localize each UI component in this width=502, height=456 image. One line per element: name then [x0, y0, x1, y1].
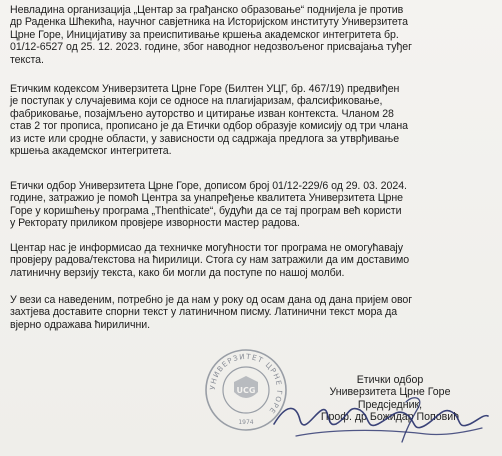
signature-name: Проф. др Божидар Поповић — [320, 411, 460, 424]
seal-year: 1974 — [238, 419, 254, 426]
seal-ring-text: УНИВЕРЗИТЕТ ЦРНЕ ГОРЕ — [207, 351, 285, 416]
paragraph-line: 01/12-6527 од 25. 12. 2023. године, због наводног недозвољеног присвајања туђег — [10, 41, 412, 54]
paragraph-line: текста. — [10, 53, 44, 66]
paragraph-line: захтјева доставите спорни текст у латиничном писму. Латинични текст мора да — [10, 306, 398, 319]
paragraph-line: провјеру радова/текстова на ћирилици. Стога су нам затражили да им доставимо — [10, 254, 410, 267]
paragraph-line: из истe или сродне области, у зависности од садржаја предлога за утврђивање — [10, 132, 400, 145]
seal-emblem-icon — [234, 376, 258, 398]
paragraph-line: у Ректорату приликом провјере изворности мастер радова. — [10, 217, 300, 230]
university-seal-stamp — [204, 348, 288, 432]
signature-org: Етички одбор — [356, 374, 424, 386]
seal-emblem-text: UCG — [236, 386, 256, 395]
signature-role: Предсједник, — [357, 398, 423, 411]
paragraph-line: латиничну верзију текста, како би могли да поступе по нашој молби. — [10, 266, 345, 279]
paragraph-2 — [10, 83, 496, 157]
paragraph-1 — [10, 4, 496, 66]
paragraph-line: вјерно одражава ћирилични. — [10, 318, 151, 331]
paragraph-line: године, затражио је помоћ Центра за унапређење квалитета Универзитета Црне — [10, 192, 404, 205]
paragraph-line: Горе у коришћењу програма „Thenthicate“, будући да се тај програм већ користи — [10, 204, 402, 217]
paragraph-line: Невладина организација „Центар за грађанско образовање“ поднијела је против — [10, 4, 404, 16]
paragraph-line: У вези са наведеним, потребно је да нам у року од осам дана од дана пријем овог — [10, 294, 413, 306]
paragraph-line: став 2 тог прописа, прописано је да Етички одбор образује комисију од три члана — [10, 120, 409, 133]
paragraph-5 — [10, 294, 496, 331]
signature-block — [300, 374, 480, 424]
paragraph-3 — [10, 180, 496, 230]
paragraph-line: Црне Горе, Иницијативу за преиспитивање кршења академског интегритета бр. — [10, 28, 399, 41]
paragraph-line: Етички одбор Универзитета Црне Горе, дописом број 01/12-229/6 од 29. 03. 2024. — [10, 180, 407, 192]
paragraph-line: фабриковање, позајмљено ауторство и цитирање изван контекста. Чланом 28 — [10, 107, 394, 120]
paragraph-line: је поступак у случајевима који се односе на плагијаризам, фалсификовање, — [10, 95, 383, 108]
paragraph-line: Центар нас је информисао да техничке могућности тог програма не омогућавају — [10, 242, 403, 254]
paragraph-line: др Раденка Шћекића, научног савјетника на Историјском институту Универзитета — [10, 16, 408, 29]
paragraph-4 — [10, 242, 496, 279]
signature-org-university: Универзитета Црне Горе — [329, 386, 451, 399]
paragraph-line: Етичким кодексом Универзитета Црне Горе (Билтен УЦГ, бр. 467/19) предвиђен — [10, 83, 400, 95]
paragraph-line: кршења академског интегритета. — [10, 145, 172, 158]
